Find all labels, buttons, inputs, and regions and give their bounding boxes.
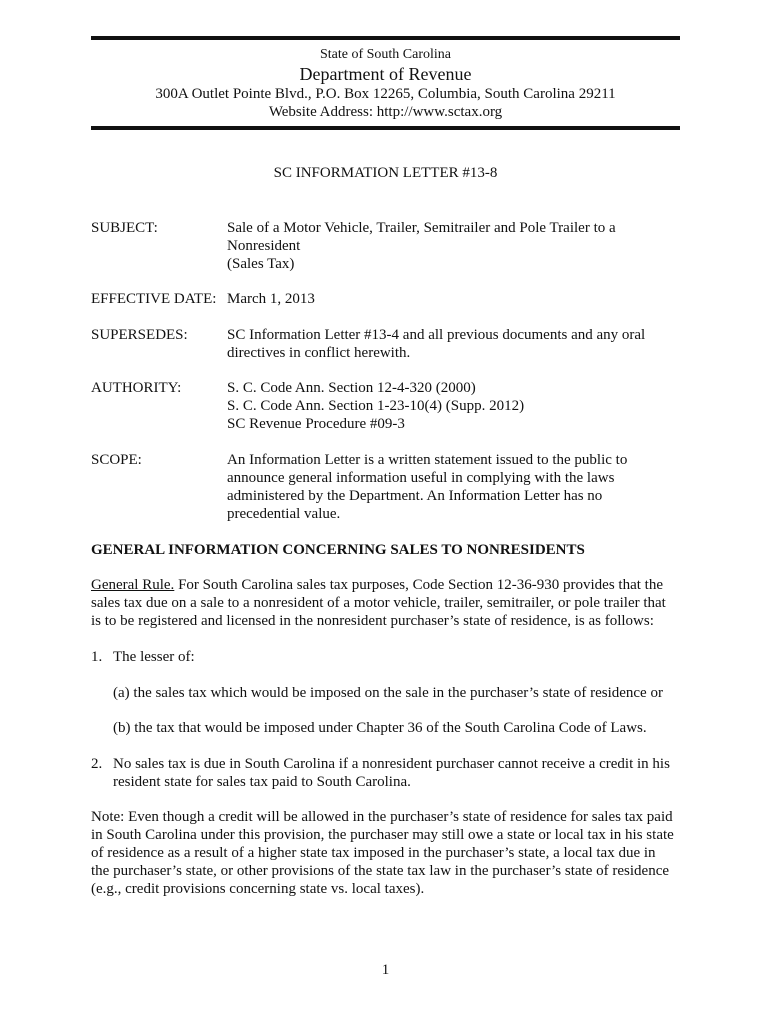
supersedes-label: SUPERSEDES: bbox=[91, 327, 188, 343]
effective-date-label: EFFECTIVE DATE: bbox=[91, 291, 217, 307]
subject-value bbox=[227, 219, 687, 273]
note-line: of residence as a result of a higher state tax imposed in the purchaser’s state, a local tax due in bbox=[91, 845, 656, 861]
general-rule-line: is to be registered and licensed in the nonresident purchaser’s state of residence, is as follows: bbox=[91, 613, 654, 629]
note-line: the purchaser’s state, or other provisions of the state tax law in the purchaser’s state of residence bbox=[91, 863, 670, 879]
scope-line: An Information Letter is a written statement issued to the public to bbox=[227, 452, 628, 468]
authority-value bbox=[227, 379, 687, 433]
supersedes-line: directives in conflict herewith. bbox=[227, 345, 411, 361]
header-address: 300A Outlet Pointe Blvd., P.O. Box 12265, Columbia, South Carolina 29211 bbox=[155, 86, 616, 102]
header-bottom-rule bbox=[91, 126, 680, 130]
authority-line: SC Revenue Procedure #09-3 bbox=[227, 416, 405, 432]
subject-line: Sale of a Motor Vehicle, Trailer, Semitrailer and Pole Trailer to a bbox=[227, 220, 616, 236]
section-heading: GENERAL INFORMATION CONCERNING SALES TO NONRESIDENTS bbox=[91, 542, 585, 558]
general-rule-text: For South Carolina sales tax purposes, Code Section 12-36-930 provides that the bbox=[174, 577, 663, 593]
list-item-number: 2. bbox=[91, 756, 103, 772]
header-state: State of South Carolina bbox=[319, 47, 452, 62]
note-line: Note: Even though a credit will be allowed in the purchaser’s state of residence for sales tax paid bbox=[91, 809, 673, 825]
list-item-text bbox=[113, 755, 683, 791]
effective-date-text: March 1, 2013 bbox=[227, 291, 315, 307]
list-item-text: The lesser of: bbox=[113, 649, 195, 665]
note-line: in South Carolina under this provision, the purchaser may still owe a state or local tax in his state bbox=[91, 827, 674, 843]
scope-label: SCOPE: bbox=[91, 452, 142, 468]
subject-line: (Sales Tax) bbox=[227, 256, 295, 272]
scope-line: precedential value. bbox=[227, 506, 341, 522]
scope-line: announce general information useful in complying with the laws bbox=[227, 470, 615, 486]
page-number: 1 bbox=[381, 962, 390, 978]
authority-line: S. C. Code Ann. Section 12-4-320 (2000) bbox=[227, 380, 476, 396]
note-paragraph bbox=[91, 808, 681, 898]
general-rule-line: sales tax due on a sale to a nonresident of a motor vehicle, trailer, semitrailer, or pole trailer that bbox=[91, 595, 666, 611]
sub-item-b: (b) the tax that would be imposed under Chapter 36 of the South Carolina Code of Laws. bbox=[113, 720, 647, 736]
letter-title: SC INFORMATION LETTER #13-8 bbox=[273, 165, 498, 181]
authority-label: AUTHORITY: bbox=[91, 380, 182, 396]
header-website: Website Address: http://www.sctax.org bbox=[268, 104, 503, 120]
list-item-line: No sales tax is due in South Carolina if a nonresident purchaser cannot receive a credit in his bbox=[113, 756, 670, 772]
general-rule-paragraph bbox=[91, 576, 681, 630]
subject-line: Nonresident bbox=[227, 238, 301, 254]
supersedes-value bbox=[227, 326, 687, 362]
general-rule-line bbox=[91, 576, 681, 594]
authority-line: S. C. Code Ann. Section 1-23-10(4) (Supp. 2012) bbox=[227, 398, 525, 414]
effective-date-value bbox=[227, 290, 687, 308]
general-rule-lead: General Rule. bbox=[91, 577, 175, 593]
supersedes-line: SC Information Letter #13-4 and all previous documents and any oral bbox=[227, 327, 646, 343]
header-department: Department of Revenue bbox=[299, 64, 472, 84]
list-item-number: 1. bbox=[91, 649, 103, 665]
subject-label: SUBJECT: bbox=[91, 220, 158, 236]
list-item-line: resident state for sales tax paid to South Carolina. bbox=[113, 774, 411, 790]
scope-value bbox=[227, 451, 687, 523]
scope-line: administered by the Department. An Information Letter has no bbox=[227, 488, 603, 504]
note-line: (e.g., credit provisions concerning state vs. local taxes). bbox=[91, 881, 425, 897]
sub-item-a: (a) the sales tax which would be imposed on the sale in the purchaser’s state of residence or bbox=[113, 685, 663, 701]
header-top-rule bbox=[91, 36, 680, 40]
